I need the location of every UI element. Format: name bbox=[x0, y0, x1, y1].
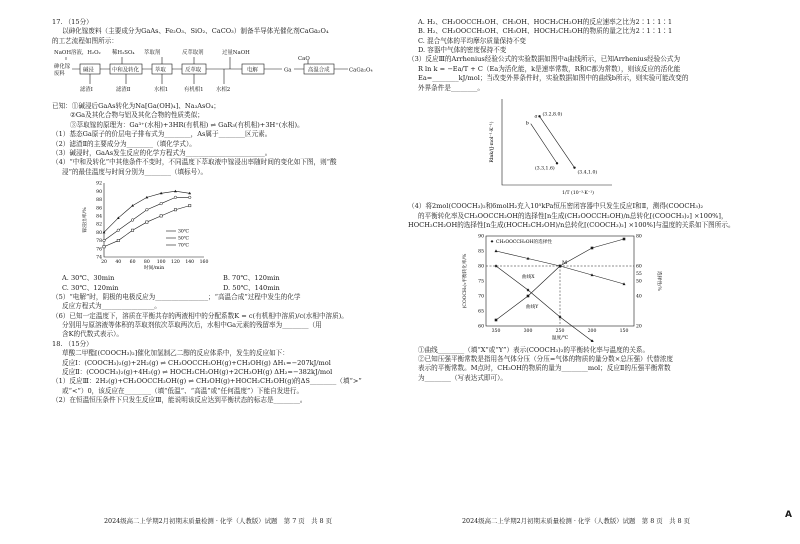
chart3-x-tick-3: 200 bbox=[587, 329, 597, 335]
option-a: A. H₂、CH₃OOCCH₂OH、CH₃OH、HOCH₂CH₂OH的反应速率之比为2∶1∶1∶1 bbox=[418, 18, 673, 26]
chart3-y-right-label: 选择性/% bbox=[656, 271, 661, 292]
known-2: ②Ga及其化合物与铝及其化合物的性质类似； bbox=[70, 111, 204, 120]
q17-sub-6b: 分别用与原溶液等体积的萃取剂依次萃取两次后，水相中Ga元素的残留率为________（用 bbox=[62, 321, 322, 330]
chart3-y-right-tick-0: 20 bbox=[636, 324, 642, 330]
flow-feed-1: 砷化镓 bbox=[54, 64, 71, 71]
chart3-point-0-0 bbox=[495, 265, 498, 268]
chart1-point-0-0 bbox=[103, 245, 105, 247]
process-flow-diagram bbox=[52, 48, 384, 100]
known-1: 已知：①碱浸后GaAs转化为Na[Ga(OH)₄]、Na₃AsO₄； bbox=[52, 102, 220, 111]
chart1-point-0-5 bbox=[174, 208, 176, 210]
chart1-point-1-6 bbox=[188, 196, 191, 199]
flow-reagent-naoh: NaOH溶液，H₂O₂ bbox=[54, 50, 101, 57]
chart2-point-label-1: (3.3,1.6) bbox=[535, 166, 555, 172]
q17-options bbox=[52, 274, 384, 293]
chart3-y-label: (COOCH₃)₂平衡转化率/% bbox=[463, 253, 468, 309]
q18-sub-4b: 的平衡转化率及CH₃OOCCH₂OH的选择性[n生成(CH₃OOCCH₂OH)/n总转化[(COOCH₃)₂] ×100%]， bbox=[418, 211, 728, 220]
chart1-x-tick-5: 120 bbox=[171, 259, 180, 265]
chart1-y-label: 镓浸出率/% bbox=[83, 207, 88, 233]
chart3-y-tick-4: 80 bbox=[478, 264, 484, 270]
flow-product-label: CaGa₂O₄ bbox=[349, 67, 373, 74]
flow-waste-5: 水相2 bbox=[216, 87, 231, 94]
q18-sub-4-1: ①曲线________（填“X”或“Y”）表示(COOCH₃)₂的平衡转化率与温度的关系。 bbox=[418, 345, 650, 354]
q17-sub-5b: 反应方程式为________________。 bbox=[62, 302, 161, 311]
option-a: A. 30℃、30min bbox=[62, 274, 115, 283]
selectivity-chart-svg bbox=[458, 232, 668, 342]
page-7 bbox=[52, 18, 384, 526]
q18-sub-3a: （3）反应Ⅲ的Arrhenius经验公式的实验数据如图中a曲线所示，已知Arrhenius经验公式为 bbox=[408, 55, 681, 64]
q18-sub-1b: 或“<”）0，该反应在________（填“低温”、“高温”或“任何温度”）下能自发进行。 bbox=[62, 386, 304, 395]
q17-intro-2: 的工艺流程如图所示： bbox=[52, 36, 118, 45]
selectivity-chart bbox=[458, 232, 744, 345]
arrhenius-chart-svg bbox=[488, 95, 618, 199]
flow-waste-4: 有机相1 bbox=[184, 87, 204, 94]
chart1-y-tick-9: 92 bbox=[96, 181, 102, 187]
chart1-legend-label-0: 30℃ bbox=[178, 229, 189, 235]
flow-ga-label: Ga bbox=[284, 67, 292, 74]
option-c: C. 混合气体的平均摩尔质量保持不变 bbox=[418, 36, 526, 45]
option-b: B. 70℃、120min bbox=[223, 274, 280, 283]
chart1-point-1-1 bbox=[117, 229, 120, 232]
chart2-x-label: 1/T (10⁻³·K⁻¹) bbox=[562, 190, 594, 196]
chart3-x-label: 温度/℃ bbox=[551, 336, 569, 342]
chart1-point-1-2 bbox=[131, 219, 134, 222]
chart1-x-tick-2: 60 bbox=[129, 259, 136, 265]
chart3-y-right-tick-3: 55 bbox=[636, 272, 642, 278]
chart1-x-tick-3: 80 bbox=[143, 259, 150, 265]
chart3-y-right-tick-5: 80 bbox=[636, 234, 642, 240]
chart3-legend-marker bbox=[491, 240, 494, 243]
chart2-point-label-2: (3.4,1.0) bbox=[577, 170, 598, 176]
chart2-point-0 bbox=[538, 115, 540, 117]
q17-intro-1: 以砷化镓废料（主要成分为GaAs、Fe₂O₃、SiO₂、CaCO₃）制备半导体光催化剂CaGa₂O₄ bbox=[62, 27, 329, 36]
chart3-point-2-3 bbox=[591, 247, 594, 250]
chart1-point-0-2 bbox=[131, 229, 133, 231]
chart1-y-tick-6: 86 bbox=[96, 206, 102, 212]
chart3-y-tick-2: 70 bbox=[478, 294, 484, 300]
chart1-x-tick-4: 100 bbox=[156, 259, 166, 265]
q18-sub-4-2a: ②已知压强平衡常数是指用各气体分压（分压=气体的物质的量分数×总压强）代替浓度 bbox=[418, 355, 674, 364]
option-c: C. 30℃、120min bbox=[62, 283, 119, 292]
chart3-x-tick-1: 300 bbox=[523, 329, 533, 335]
chart3-y-tick-3: 75 bbox=[478, 279, 484, 285]
chart3-point-1-0 bbox=[495, 250, 498, 253]
q18-sub-3d: 外界条件是________。 bbox=[418, 83, 484, 92]
flow-box-label-5: 电解 bbox=[247, 67, 258, 74]
chart1-y-tick-8: 90 bbox=[96, 189, 102, 195]
chart1-point-0-1 bbox=[117, 239, 119, 241]
chart1-point-1-5 bbox=[174, 196, 177, 199]
chart1-point-1-3 bbox=[146, 208, 149, 211]
chart3-point-2-4 bbox=[623, 238, 626, 241]
q18-intro: 草酸二甲酯[(COOCH₃)₂]催化加氢制乙二醇的反应体系中，发生的反应如下： bbox=[62, 349, 289, 358]
q17-sub-3: （3）碱浸时，GaAs发生反应的化学方程式为________________________。 bbox=[52, 148, 272, 157]
flow-waste-1: 滤渣Ⅰ bbox=[80, 87, 93, 94]
flow-reagent-extractant: 萃取剂 bbox=[144, 50, 161, 57]
chart2-point-1 bbox=[556, 162, 558, 164]
chart1-y-tick-2: 78 bbox=[96, 239, 102, 245]
chart3-y-right-tick-2: 50 bbox=[636, 279, 642, 285]
chart1-point-1-0 bbox=[103, 239, 106, 242]
chart1-point-0-6 bbox=[189, 204, 191, 206]
flow-waste-3: 水相1 bbox=[154, 87, 169, 94]
q17-sub-6c: 含K的代数式表示）。 bbox=[62, 330, 123, 339]
chart3-annotation-y: 曲线Y bbox=[526, 305, 539, 311]
chart3-x-tick-2: 250 bbox=[555, 329, 565, 335]
chart1-y-tick-1: 76 bbox=[96, 247, 102, 253]
chart2-line-a bbox=[540, 116, 575, 167]
chart3-x-tick-4: 150 bbox=[619, 329, 629, 335]
q17-sub-2: （2）滤渣Ⅱ的主要成分为________（填化学式）。 bbox=[52, 139, 196, 148]
page-7-footer: 2024级高二上学期2月初期末质量检测 · 化学（人教版）试题 第 7 页 共 8 页 bbox=[103, 516, 332, 525]
corner-mark: A bbox=[785, 510, 792, 521]
chart3-legend-label: CH₃OOCCH₂OH的选择性 bbox=[496, 240, 552, 246]
chart1-y-tick-7: 88 bbox=[96, 197, 102, 203]
q18-sub-4-2c: 为________（写表达式即可）。 bbox=[418, 373, 508, 382]
chart3-point-2-2 bbox=[559, 265, 562, 268]
chart3-y-right-tick-1: 40 bbox=[636, 294, 642, 300]
chart2-line-b bbox=[531, 124, 557, 164]
known-3: ③萃取镓的原理为：Ga³⁺(水相)+3HR(有机相) ⇌ GaR₃(有机相)+3H⁺(水相)。 bbox=[70, 120, 304, 129]
chart3-y-tick-6: 90 bbox=[478, 234, 484, 240]
flow-waste-2: 滤渣Ⅱ bbox=[116, 87, 131, 94]
chart1-y-tick-3: 80 bbox=[96, 230, 102, 236]
flow-box-label-1: 碱浸 bbox=[83, 67, 94, 74]
q17-heading: 17. （15分） bbox=[52, 18, 93, 26]
flow-feed-2: 废料 bbox=[54, 71, 65, 78]
q18-heading: 18. （15分） bbox=[52, 339, 93, 348]
flow-box-label-3: 萃取 bbox=[155, 67, 166, 74]
q17-sub-6a: （6）已知一定温度下，溶质在平衡共存的两液相中的分配系数K = c(有机相中溶质)/c(水相中溶质)。 bbox=[52, 311, 348, 320]
chart3-series-2 bbox=[496, 239, 624, 320]
q18-sub-2: （2）在恒温恒压条件下只发生反应Ⅲ，能说明该反应达到平衡状态的标志是________。 bbox=[52, 395, 307, 404]
flow-reagent-h2so4: 稀H₂SO₄ bbox=[112, 50, 135, 57]
chart2-point-label-0: (3.2,8.0) bbox=[542, 112, 563, 118]
chart1-y-tick-4: 82 bbox=[96, 222, 102, 228]
flow-box-label-2: 中和及转化 bbox=[112, 67, 139, 74]
arrhenius-chart bbox=[488, 95, 744, 202]
chart1-legend-label-2: 70℃ bbox=[178, 243, 189, 249]
chart3-y-right-tick-4: 60 bbox=[636, 264, 642, 270]
q18-sub-4c: HOCH₂CH₂OH的选择性[n生成(HOCH₂CH₂OH)/n总转化[(COOCH₃)₂] ×100%]与温度的关系如下图所示。 bbox=[408, 220, 735, 229]
chart3-annotation-m: M bbox=[562, 260, 568, 267]
chart2-point-2 bbox=[573, 166, 575, 168]
chart1-y-tick-5: 84 bbox=[96, 214, 102, 220]
q18-reaction-2: 反应Ⅱ：(COOCH₃)₂(g)+4H₂(g) ⇌ HOCH₂CH₂OH(g)+2CH₃OH(g) ΔH₂=−382kJ/mol bbox=[62, 367, 333, 376]
flow-svg bbox=[52, 48, 384, 100]
chart1-x-tick-7: 160 bbox=[199, 259, 209, 265]
q18-sub-3b: R ln k = −Ea/T + C（Ea为活化能，k是速率常数，R和C都为常数），则该反应的活化能 bbox=[418, 64, 681, 73]
chart1-x-tick-1: 40 bbox=[115, 259, 122, 265]
chart3-y-tick-1: 65 bbox=[478, 309, 484, 315]
chart3-annotation-x: 曲线X bbox=[522, 275, 535, 281]
flow-box-label-6: 高温合成 bbox=[308, 67, 330, 74]
flow-reagent-excess-naoh: 过量NaOH bbox=[222, 50, 250, 57]
q18-sub-4a: （4）将2mol(COOCH₃)₂和6molH₂充入10⁵kPa恒压密闭容器中只发生反应Ⅰ和Ⅱ，测得(COOCH₃)₂ bbox=[408, 202, 704, 211]
chart3-y-tick-5: 85 bbox=[478, 249, 484, 255]
leach-rate-chart-svg bbox=[82, 179, 212, 271]
q17-sub-5a: （5）“电解”时，阴极的电极反应为________________；“高温合成”过程中发生的化学 bbox=[52, 293, 301, 302]
chart1-point-0-4 bbox=[160, 215, 162, 217]
q17-sub-4a: （4）“中和及转化”中其他条件不变时，不同温度下萃取液中镓浸出率随时间的变化如下图，则“酸 bbox=[52, 158, 337, 167]
page-8 bbox=[408, 18, 744, 526]
chart1-legend-label-1: 50℃ bbox=[178, 236, 189, 242]
option-d: D. 容器中气体的密度保持不变 bbox=[418, 46, 507, 55]
q18-sub-4-2b: 表示的平衡常数。M点时，CH₃OH的物质的量为________mol；反应Ⅱ的压强平衡常数 bbox=[418, 364, 671, 373]
chart1-point-1-4 bbox=[160, 202, 163, 205]
chart3-y-tick-0: 60 bbox=[478, 324, 484, 330]
chart1-x-tick-6: 140 bbox=[185, 259, 195, 265]
option-d: D. 50℃、140min bbox=[223, 283, 280, 292]
q18-sub-1a: （1）反应Ⅲ：2H₂(g)+CH₃OOCCH₂OH(g) ⇌ CH₃OH(g)+HOCH₂CH₂OH(g)的ΔS________（填“>” bbox=[52, 377, 362, 386]
chart1-point-2-5 bbox=[174, 190, 177, 193]
chart1-x-label: 时间/min bbox=[143, 265, 165, 271]
chart1-y-tick-0: 74 bbox=[96, 255, 102, 261]
q18-sub-3c: Ea=________kJ/mol；当改变外界条件时，实验数据如图中的曲线b所示，则实验可能改变的 bbox=[418, 74, 689, 83]
q17-sub-1: （1）基态Ga原子的价层电子排布式为________，As属于________区元素。 bbox=[52, 130, 272, 139]
option-b: B. H₂、CH₃OOCCH₂OH、CH₃OH、HOCH₂CH₂OH的物质的量之比为2∶1∶1∶1 bbox=[418, 27, 673, 36]
q17-sub-4b: 浸”的最佳温度与时间分别为________（填标号）。 bbox=[62, 167, 208, 176]
chart2-line-label-a: a bbox=[534, 113, 538, 120]
q18-reaction-1: 反应Ⅰ：(COOCH₃)₂(g)+2H₂(g) ⇌ CH₃OOCCH₂OH(g)+CH₃OH(g) ΔH₁=−207kJ/mol bbox=[62, 358, 331, 367]
chart2-line-label-b: b bbox=[525, 120, 529, 127]
flow-cao-label: CaO bbox=[298, 56, 310, 63]
chart3-point-2-1 bbox=[527, 295, 530, 298]
chart3-point-2-0 bbox=[495, 319, 498, 322]
leach-rate-chart bbox=[82, 179, 384, 274]
flow-box-label-4: 反萃取 bbox=[185, 67, 202, 74]
page-8-footer: 2024级高二上学期2月初期末质量检测 · 化学（人教版）试题 第 8 页 共 8 页 bbox=[461, 516, 690, 525]
chart2-y-label: Rlnk/(J·mol⁻¹·K⁻¹) bbox=[490, 121, 495, 163]
chart3-x-tick-0: 350 bbox=[491, 329, 501, 335]
flow-reagent-back-extractant: 反萃取剂 bbox=[182, 50, 204, 57]
chart1-point-0-3 bbox=[146, 221, 148, 223]
chart1-x-tick-0: 20 bbox=[101, 259, 107, 265]
